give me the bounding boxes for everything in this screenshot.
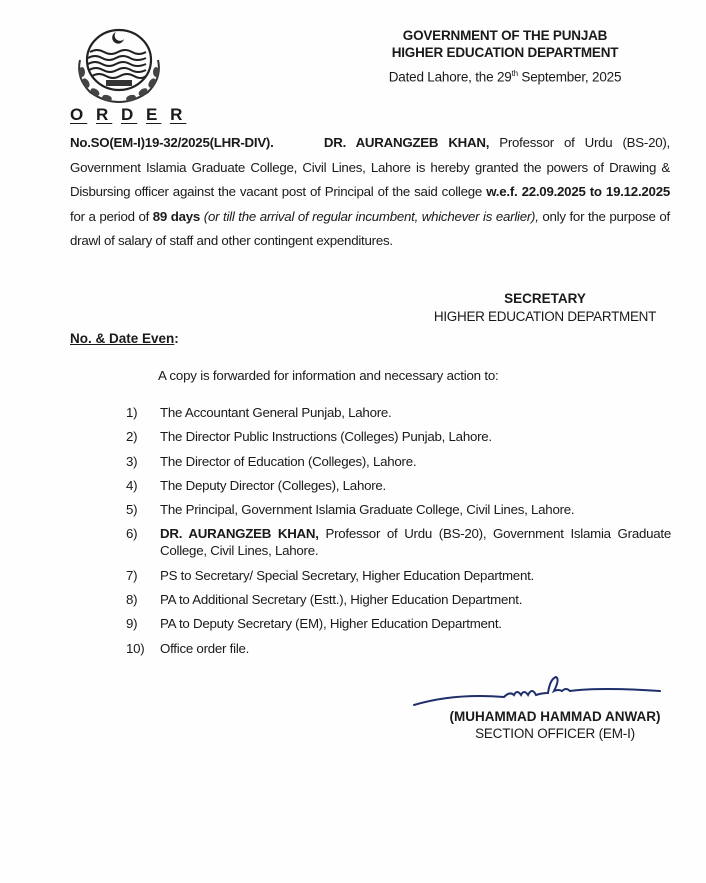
list-number: 3) (126, 453, 138, 469)
list-number: 4) (126, 477, 138, 493)
list-item (126, 477, 671, 494)
order-body (70, 131, 670, 254)
signatory-designation: SECTION OFFICER (EM-I) (475, 726, 635, 741)
list-item (126, 567, 671, 584)
list-text: The Director of Education (Colleges), Lahore. (160, 453, 417, 469)
order-text: only for the purpose of drawl of salary of staff and other contingent expenditures. (70, 208, 670, 248)
order-letter: R (170, 105, 187, 124)
list-item (126, 591, 671, 608)
forward-intro: A copy is forwarded for information and necessary action to: (158, 368, 499, 383)
list-number: 9) (126, 616, 138, 632)
signatory-name: (MUHAMMAD HAMMAD ANWAR) (449, 709, 661, 724)
endorsement-colon: : (174, 331, 179, 346)
list-text: PA to Additional Secretary (Estt.), Higher Education Department. (160, 592, 523, 608)
punjab-emblem-logo (70, 20, 168, 108)
dated-line (360, 69, 650, 85)
order-period: w.e.f. 22.09.2025 to 19.12.2025 (486, 184, 670, 199)
list-item (126, 404, 671, 421)
list-number: 6) (126, 526, 138, 542)
secretary-department: HIGHER EDUCATION DEPARTMENT (433, 309, 657, 324)
secretary-title: SECRETARY (504, 291, 586, 306)
list-item (126, 615, 671, 632)
order-letter: E (146, 105, 162, 124)
order-letter: O (70, 105, 88, 124)
list-item (126, 453, 671, 470)
list-number: 7) (126, 567, 138, 583)
letterhead (360, 27, 650, 85)
order-condition: (or till the arrival of regular incumbent, whichever is earlier), (203, 208, 539, 224)
date-suffix: September, 2025 (517, 69, 622, 85)
list-item (126, 428, 671, 445)
order-heading (70, 105, 186, 125)
list-item (126, 640, 671, 657)
list-text: PS to Secretary/ Special Secretary, Higher Education Department. (160, 567, 534, 583)
order-days: 89 days (152, 208, 201, 224)
list-item (126, 501, 671, 518)
list-text-rest: Professor of Urdu (BS-20), Government Islamia Graduate College, Civil Lines, Lahore. (160, 526, 671, 559)
date-superscript: th (511, 69, 518, 78)
list-number: 1) (126, 405, 138, 420)
government-title: GOVERNMENT OF THE PUNJAB (402, 28, 608, 43)
order-number: No.SO(EM-I)19-32/2025(LHR-DIV). (70, 135, 274, 150)
list-text (160, 525, 671, 559)
list-text: The Principal, Government Islamia Graduate College, Civil Lines, Lahore. (160, 502, 575, 518)
department-title: HIGHER EDUCATION DEPARTMENT (391, 45, 619, 60)
list-text: The Director Public Instructions (Colleges) Punjab, Lahore. (160, 429, 492, 445)
list-item (126, 525, 671, 559)
endorsement-heading (70, 331, 179, 346)
list-number: 5) (126, 502, 138, 518)
order-text: Professor of Urdu (BS-20), Government Islamia Graduate College, Civil Lines, Lahore is hereby granted the powers of Drawing & Disbursing officer against the vacant post of Principal of the said college (70, 135, 670, 199)
endorsement-heading-text: No. & Date Even (70, 331, 175, 346)
list-number: 10) (126, 640, 145, 656)
order-text: for a period of (70, 208, 153, 224)
list-text: The Deputy Director (Colleges), Lahore. (160, 477, 387, 493)
order-letter: D (120, 105, 138, 124)
list-bold-name: DR. AURANGZEB KHAN, (160, 526, 319, 542)
officer-name: DR. AURANGZEB KHAN, (323, 135, 490, 150)
date-prefix: Dated Lahore, the 29 (388, 69, 512, 85)
list-text: PA to Deputy Secretary (EM), Higher Education Department. (160, 616, 502, 632)
list-number: 2) (126, 429, 138, 445)
list-text: Office order file. (160, 640, 250, 656)
distribution-list (126, 404, 671, 664)
list-text: The Accountant General Punjab, Lahore. (160, 405, 392, 420)
order-letter: R (95, 105, 113, 124)
list-number: 8) (126, 592, 138, 608)
secretary-block (420, 290, 670, 326)
